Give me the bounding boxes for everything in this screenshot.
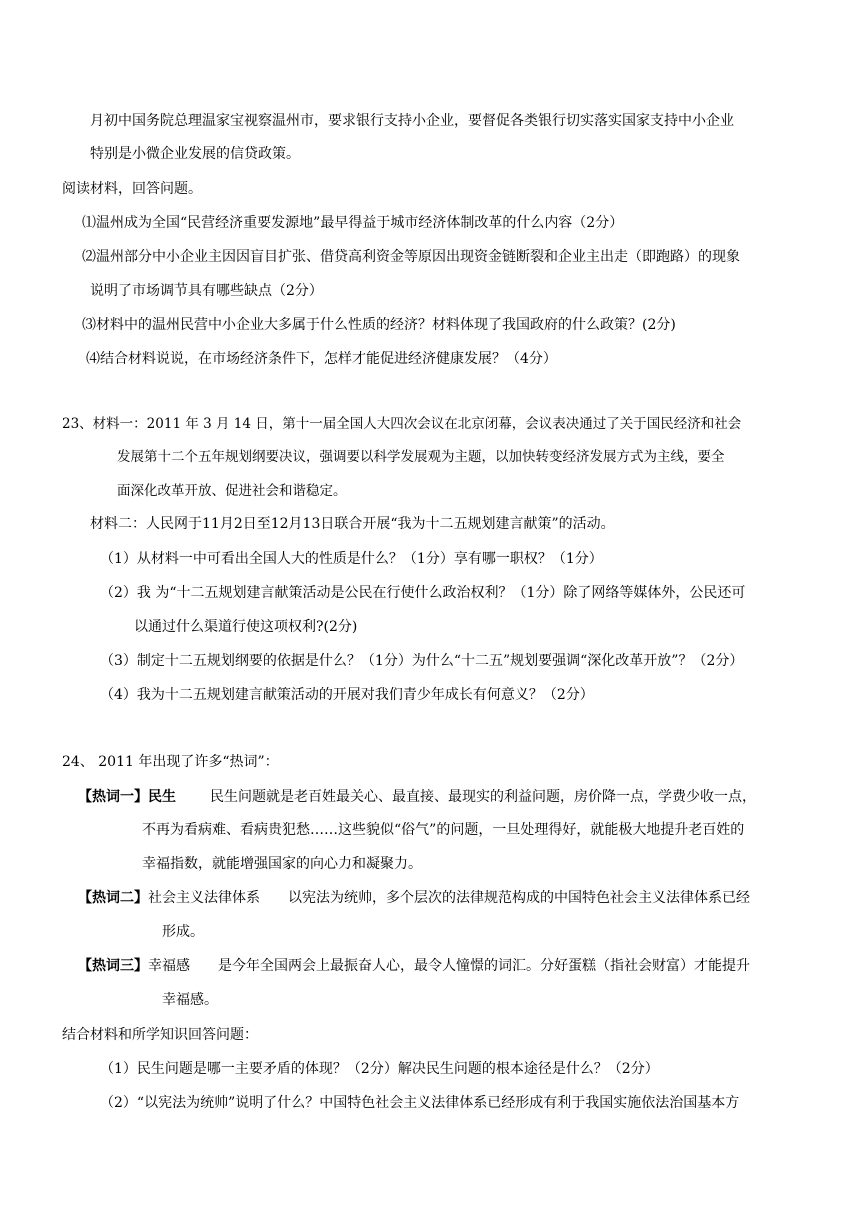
hot1-line1: 民生问题就是老百姓最关心、最直接、最现实的利益问题，房价降一点，学费少收一点， — [210, 789, 756, 805]
hot2-word: 社会主义法律体系 — [148, 890, 260, 906]
q24-hot1-line3: 幸福指数，就能增强国家的向心力和凝聚力。 — [142, 856, 422, 872]
q22-sub1: ⑴温州成为全国“民营经济重要发源地”最早得益于城市经济体制改革的什么内容（2分） — [82, 215, 624, 231]
q23-sub4: （4）我为十二五规划建言献策活动的开展对我们青少年成长有何意义？（2分） — [100, 687, 594, 703]
hot1-tag: 【热词一】 — [78, 789, 148, 805]
q24-hot3 — [78, 956, 750, 976]
q22-instruction: 阅读材料，回答问题。 — [62, 181, 202, 197]
q24-intro: 24、 2011 年出现了许多“热词”： — [62, 754, 279, 770]
q22-material-line2: 特别是小微企业发展的信贷政策。 — [90, 146, 300, 162]
q23-sub3: （3）制定十二五规划纲要的依据是什么？（1分）为什么“十二五”规划要强调“深化改革开放”？（2分） — [100, 653, 744, 669]
hot2-tag: 【热词二】 — [78, 890, 148, 906]
q23-sub2-line2: 以通过什么渠道行使这项权利?(2分) — [134, 619, 358, 635]
q23-material1-line1: 23、材料一：2011 年 3 月 14 日，第十一届全国人大四次会议在北京闭幕，会议表决通过了关于国民经济和社会 — [62, 416, 742, 432]
q22-sub2-line2: 说明了市场调节具有哪些缺点（2分） — [90, 283, 323, 299]
q23-sub1: （1）从材料一中可看出全国人大的性质是什么？（1分）享有哪一职权？（1分） — [100, 551, 603, 567]
q24-hot1 — [78, 787, 756, 807]
q23-material1-line3: 面深化改革开放、促进社会和谐稳定。 — [117, 483, 347, 499]
q24-sub1: （1）民生问题是哪一主要矛盾的体现？（2分）解决民生问题的根本途径是什么？（2分） — [100, 1061, 659, 1077]
q24-hot2-line2: 形成。 — [162, 924, 204, 940]
q23-material1-line2: 发展第十二个五年规划纲要决议，强调要以科学发展观为主题，以加快转变经济发展方式为主线，要全 — [117, 449, 725, 465]
q24-hot2 — [78, 888, 750, 908]
q22-sub3: ⑶材料中的温州民营中小企业大多属于什么性质的经济？材料体现了我国政府的什么政策？(2分) — [82, 317, 676, 333]
q24-hot1-line2: 不再为看病难、看病贵犯愁……这些貌似“俗气”的问题，一旦处理得好，就能极大地提升老百姓的 — [142, 822, 745, 838]
q24-instruction: 结合材料和所学知识回答问题： — [62, 1027, 258, 1043]
q24-hot3-line2: 幸福感。 — [162, 992, 218, 1008]
q23-sub2-line1: （2）我 为“十二五规划建言献策活动是公民在行使什么政治权利？（1分）除了网络等媒体外，公民还可 — [100, 585, 746, 601]
hot2-line1: 以宪法为统帅，多个层次的法律规范构成的中国特色社会主义法律体系已经 — [288, 890, 750, 906]
hot3-line1: 是今年全国两会上最振奋人心，最令人憧憬的词汇。分好蛋糕（指社会财富）才能提升 — [218, 958, 750, 974]
q22-sub2-line1: ⑵温州部分中小企业主因因盲目扩张、借贷高利资金等原因出现资金链断裂和企业主出走（即跑路）的现象 — [82, 249, 740, 265]
hot1-word: 民生 — [148, 789, 176, 805]
q24-sub2-line1: （2）“以宪法为统帅”说明了什么？中国特色社会主义法律体系已经形成有利于我国实施依法治国基本方 — [100, 1095, 740, 1111]
hot3-word: 幸福感 — [148, 958, 190, 974]
q23-material2: 材料二：人民网于11月2日至12月13日联合开展“我为十二五规划建言献策”的活动。 — [90, 516, 615, 532]
q22-material-line1: 月初中国务院总理温家宝视察温州市，要求银行支持小企业，要督促各类银行切实落实国家支持中小企业 — [90, 113, 734, 129]
hot3-tag: 【热词三】 — [78, 958, 148, 974]
q22-sub4: ⑷结合材料说说，在市场经济条件下，怎样才能促进经济健康发展？（4分） — [86, 351, 557, 367]
